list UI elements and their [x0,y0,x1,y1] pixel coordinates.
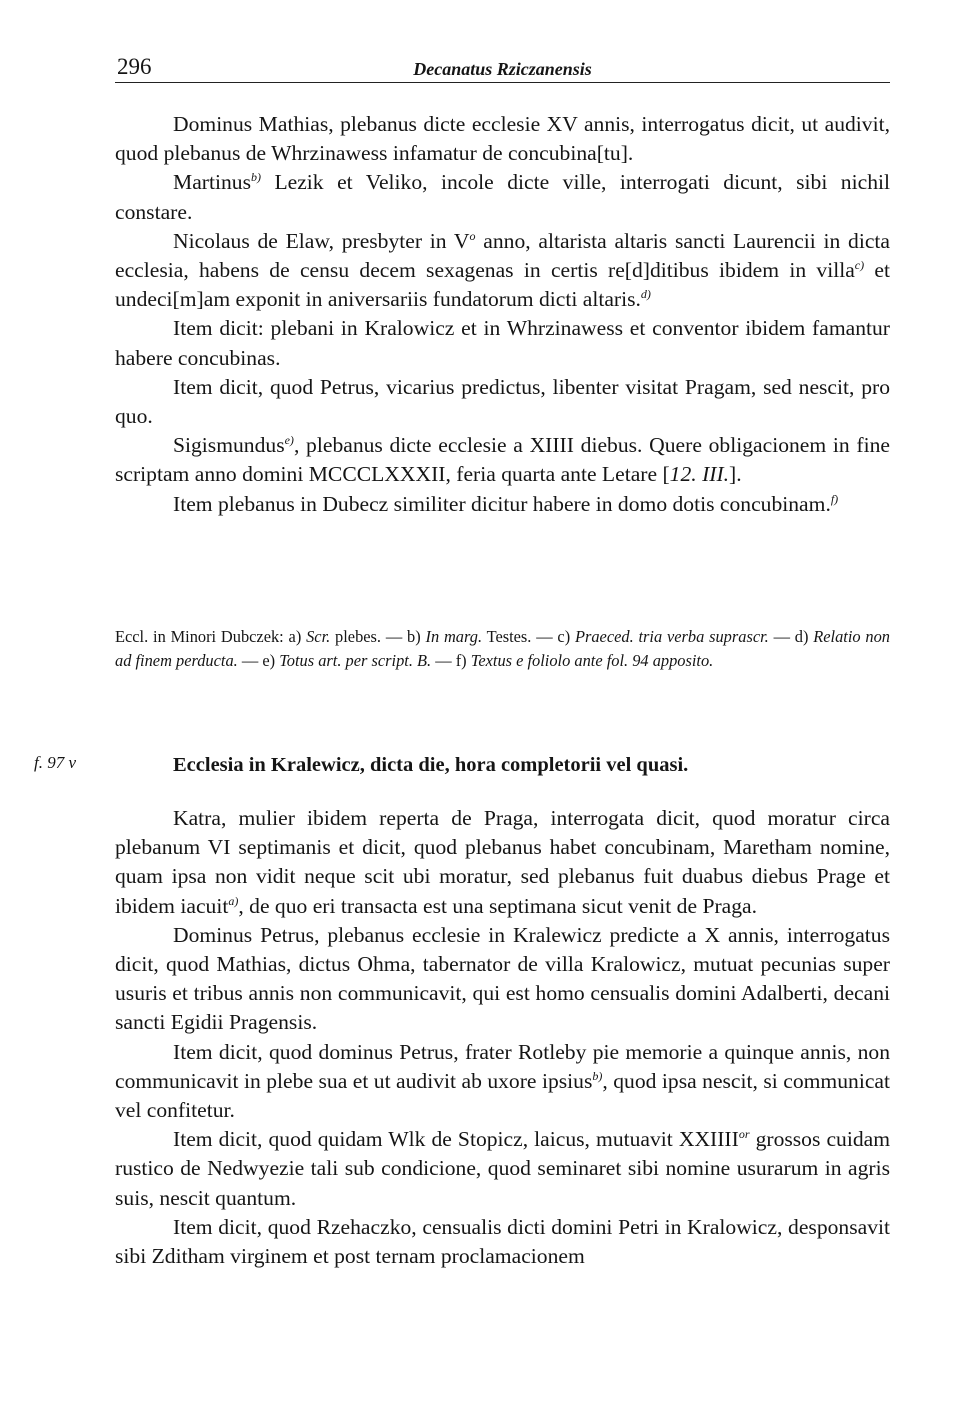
text-run: Martinus [173,170,251,195]
text-run: , plebanus dicte ecclesie a XIIII diebus. Quere obligacionem in fine scriptam anno domini MCCCLXXXII, feria quarta ante Letare [ [115,433,890,487]
text-run: plebes. — b) [330,627,426,646]
paragraph [115,1125,890,1213]
text-run: Item plebanus in Dubecz similiter dicitur habere in domo dotis concubinam. [173,491,831,516]
paragraph [115,921,890,1038]
italic-text: Praeced. tria verba suprascr. [574,627,769,646]
header-rule [115,82,890,83]
footnote-marker: f) [830,491,839,506]
text-run: Eccl. in Minori Dubczek: a) [115,627,307,646]
text-run: , quod ipsa nescit, si communicat vel confitetur. [115,1068,890,1123]
footnote-marker: or [738,1127,750,1142]
footnote-marker: b) [592,1068,603,1083]
footnote-marker: b) [250,170,261,185]
section-visitation-text-1 [115,110,890,519]
paragraph [115,168,890,226]
text-run: Lezik et Veliko, incole dicte ville, interrogati dicunt, sibi nichil constare. [115,170,890,224]
text-run: — f) [431,650,471,670]
text-run: Item dicit: plebani in Kralowicz et in Whrzinawess et conventor ibidem famantur habere concubinas. [115,316,890,370]
text-run: anno, altarista altaris sancti Laurencii in dicta ecclesia, habens de censu decem sexagenas in certis re[d]ditibus ibidem in villa [115,228,891,283]
italic-text: Relatio non ad finem perducta. [115,627,890,670]
paragraph [115,804,890,921]
text-run: Testes. — c) [482,627,575,646]
footnote-marker: a) [228,893,239,908]
section-visitation-text-2 [115,804,890,1271]
paragraph [115,314,890,372]
text-run: — e) [237,650,280,670]
footnote-marker: d) [640,287,651,302]
text-run: Item dicit, quod dominus Petrus, frater Rotleby pie memorie a quinque annis, non communicavit in plebe sua et ut audivit ab uxore ipsius [115,1039,890,1093]
paragraph [115,1213,890,1271]
text-run: Sigismundus [173,433,285,458]
text-run: Dominus Mathias, plebanus dicte ecclesie XV annis, interrogatus dicit, ut audivit, quod plebanus de Whrzinawess infamatur de concubina[tu]. [115,112,890,166]
italic-text: Totus art. per script. B. [279,650,432,670]
italic-text: In marg. [425,627,483,646]
running-title: Decanatus Rziczanensis [413,59,592,79]
text-run: , de quo eri transacta est una septimana sicut venit de Praga. [238,893,758,918]
paragraph [115,110,890,168]
page-number: 296 [117,54,152,79]
folio-reference: f. 97 v [34,753,77,772]
text-run: Katra, mulier ibidem reperta de Praga, interrogata dicit, quod moratur circa plebanum VI septimanis et dicit, quod plebanus habet concubinam, Maretham nomine, quam ipsa non vidit neque scit ubi moratur, sed plebanus fuit duabus diebus Prage et ibidem iacuit [115,806,890,918]
paragraph [115,1038,890,1126]
italic-text: Scr. [306,627,331,646]
text-run: Item dicit, quod Rzehaczko, censualis dicti domini Petri in Kralowicz, desponsavit sibi Zditham virginem et post ternam proclamacionem [115,1214,890,1269]
text-run: grossos cuidam rustico de Nedwyezie tali sub condicione, quod seminaret sibi nomine usurarum in agris suis, nescit quantum. [115,1127,891,1210]
critical-apparatus [115,625,890,672]
running-head [115,48,890,84]
text-run: Item dicit, quod Petrus, vicarius predictus, libenter visitat Pragam, sed nescit, pro quo. [115,374,890,429]
footnote-marker: c) [854,258,865,273]
paragraph [115,373,890,431]
text-run: ]. [729,462,742,487]
paragraph [115,431,890,489]
section-heading: Ecclesia in Kralewicz, dicta die, hora completorii vel quasi. [173,754,689,776]
paragraph [115,490,890,519]
text-run: Dominus Petrus, plebanus ecclesie in Kralewicz predicte a X annis, interrogatus dicit, quod Mathias, dictus Ohma, tabernator de villa Kralowicz, mutuat pecunias super usuris et tribus annis non communicavit, qui est homo censualis domini Adalberti, decani sancti Egidii Pragensis. [115,922,890,1035]
text-run: — d) [768,627,814,646]
italic-text: Textus e foliolo ante fol. 94 apposito. [470,650,714,670]
text-run: Nicolaus de Elaw, presbyter in V [173,228,470,253]
footnote-marker: o [469,228,476,243]
paragraph [115,227,890,315]
text-run: Item dicit, quod quidam Wlk de Stopicz, laicus, mutuavit XXIIII [173,1127,739,1152]
footnote-marker: e) [284,433,294,448]
italic-text: 12. III. [669,462,730,487]
text-run: et undeci[m]am exponit in aniversariis fundatorum dicti altaris. [115,258,891,312]
